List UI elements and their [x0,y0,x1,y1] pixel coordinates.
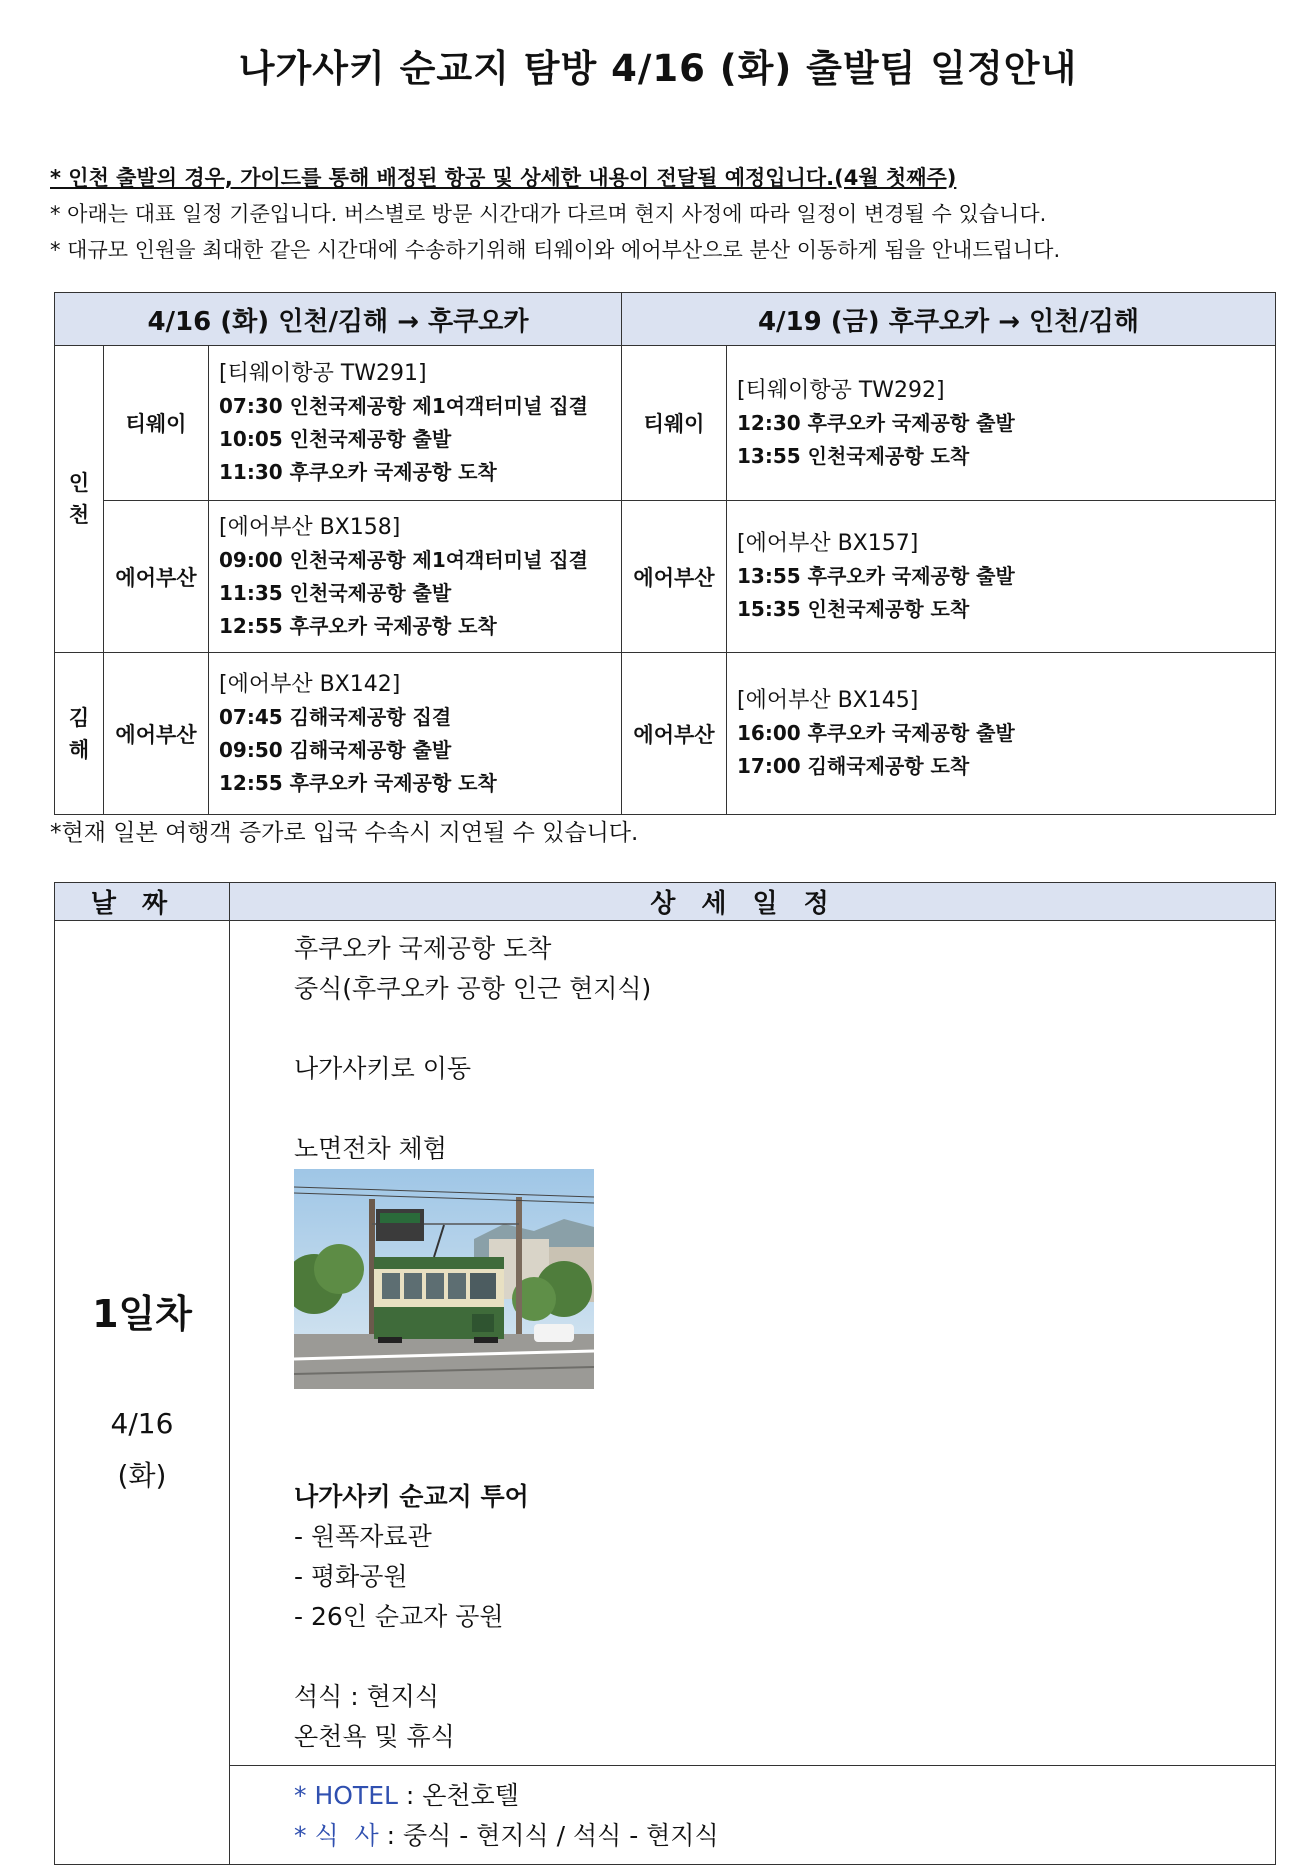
outbound-detail [209,653,622,815]
return-airline-cell: 에어부산 [622,653,727,815]
detail-header: 상세일정 [230,883,1276,921]
hotel-meal-cell [230,1766,1276,1865]
schedule-table [54,882,1276,1865]
day-weekday: (화) [117,1459,167,1492]
day-row [55,921,1276,1766]
itinerary-item: 온천욕 및 휴식 [294,1722,455,1751]
itinerary-item: 중식(후쿠오카 공항 인근 현지식) [294,974,652,1003]
itinerary-cell [230,921,1276,1766]
notice-item: * 아래는 대표 일정 기준입니다. 버스별로 방문 시간대가 다르며 현지 사정에 따라 일정이 변경될 수 있습니다. [50,202,1047,226]
meal-line [294,1816,1275,1856]
schedule-line: 10:05 인천국제공항 출발 [219,427,452,451]
table-row [55,346,1276,501]
return-detail [727,346,1276,501]
itinerary-item: - 원폭자료관 [294,1522,432,1551]
airline-cell: 티웨이 [104,346,209,501]
table-row [55,653,1276,815]
schedule-line: 09:00 인천국제공항 제1여객터미널 집결 [219,547,588,572]
return-airline-cell: 에어부산 [622,501,727,653]
meal-key: * 식 사 [294,1821,379,1850]
schedule-line: 13:55 인천국제공항 도착 [737,443,970,468]
region-gimhae [55,653,104,815]
flight-code: [에어부산 BX157] [737,531,919,556]
schedule-line: 12:30 후쿠오카 국제공항 출발 [737,410,1015,435]
flight-code: [티웨이항공 TW292] [737,377,945,403]
itinerary-item: 후쿠오카 국제공항 도착 [294,934,552,963]
day-date: 4/16 [110,1407,174,1440]
itinerary-item: 석식 : 현지식 [294,1682,440,1711]
region-label: 인천 [68,471,90,527]
flight-code: [에어부산 BX142] [219,671,401,697]
delay-note: *현재 일본 여행객 증가로 입국 수속시 지연될 수 있습니다. [50,820,639,846]
itinerary-item: 나가사키로 이동 [294,1054,471,1083]
hotel-value: : 온천호텔 [405,1781,519,1810]
day-label: 1일차 [92,1292,192,1336]
return-detail [727,653,1276,815]
itinerary-item: 나가사키 순교지 투어 [294,1482,529,1511]
day-cell [55,921,230,1865]
outbound-detail [209,501,622,653]
flight-code: [에어부산 BX145] [737,688,919,713]
schedule-line: 12:55 후쿠오카 국제공항 도착 [219,770,497,795]
airline-cell: 에어부산 [104,501,209,653]
region-label: 김해 [68,705,90,762]
return-detail [727,501,1276,653]
schedule-line: 11:35 인천국제공항 출발 [219,580,452,605]
schedule-line: 07:30 인천국제공항 제1여객터미널 집결 [219,394,588,418]
schedule-line: 12:55 후쿠오카 국제공항 도착 [219,613,497,638]
return-airline-cell: 티웨이 [622,346,727,501]
schedule-line: 09:50 김해국제공항 출발 [219,737,452,762]
itinerary-item: - 평화공원 [294,1562,408,1591]
schedule-line: 15:35 인천국제공항 도착 [737,597,970,621]
itinerary-item: 노면전차 체험 [294,1134,447,1163]
flight-code: [티웨이항공 TW291] [219,361,427,386]
notice-list [50,160,1060,268]
itinerary-item: - 26인 순교자 공원 [294,1602,504,1631]
schedule-line: 13:55 후쿠오카 국제공항 출발 [737,564,1015,588]
page-title: 나가사키 순교지 탐방 4/16 (화) 출발팀 일정안내 [238,47,1078,90]
flight-code: [에어부산 BX158] [219,514,401,540]
schedule-line: 07:45 김해국제공항 집결 [219,704,452,729]
schedule-line: 11:30 후쿠오카 국제공항 도착 [219,460,497,484]
hotel-key: * HOTEL [294,1781,398,1810]
notice-item: * 인천 출발의 경우, 가이드를 통해 배정된 항공 및 상세한 내용이 전달될 예정입니다.(4월 첫째주) [50,166,957,190]
hotel-line [294,1776,1275,1816]
tram-photo [294,1169,594,1389]
schedule-line: 17:00 김해국제공항 도착 [737,754,970,778]
return-header: 4/19 (금) 후쿠오카 → 인천/김해 [622,293,1276,346]
notice-item: * 대규모 인원을 최대한 같은 시간대에 수송하기위해 티웨이와 에어부산으로 분산 이동하게 됨을 안내드립니다. [50,238,1061,262]
airline-cell: 에어부산 [104,653,209,815]
table-row [55,501,1276,653]
meal-value: : 중식 - 현지식 / 석식 - 현지식 [386,1821,719,1850]
outbound-header: 4/16 (화) 인천/김해 → 후쿠오카 [55,293,622,346]
schedule-line: 16:00 후쿠오카 국제공항 출발 [737,721,1015,745]
outbound-detail [209,346,622,501]
region-incheon [55,346,104,653]
date-header: 날짜 [55,883,230,921]
flight-table [54,292,1276,815]
